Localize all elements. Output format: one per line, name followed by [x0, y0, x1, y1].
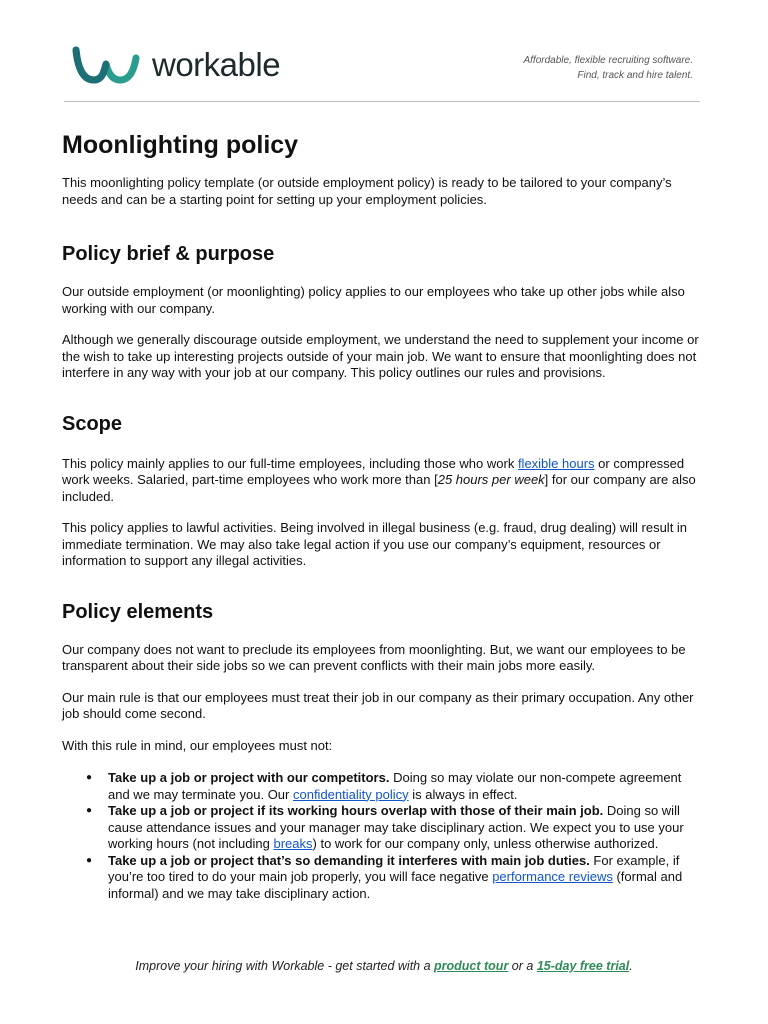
scope-text-2: or compressed work weeks. Salaried, part-time employees who work more than [ — [62, 455, 685, 487]
elements-paragraph-1: Our company does not want to preclude its employees from moonlighting. But, we want our employees to be transparent about their side jobs so we can prevent conflicts with their main jobs more easily. — [62, 641, 686, 673]
free-trial-link[interactable]: 15-day free trial — [536, 959, 630, 973]
scope-text-3: ] for our company are also included. — [62, 472, 696, 504]
product-tour-link[interactable]: product tour — [434, 959, 509, 973]
elements-paragraph-2: Our main rule is that our employees must treat their job in our company as their primary occupation. Any other job should come second. — [62, 689, 694, 721]
footer-cta — [0, 959, 768, 973]
rule-2-bold: Take up a job or project if its working hours overlap with those of their main job. — [108, 803, 604, 818]
list-item — [108, 770, 702, 803]
rule-3-text: For example, if you’re too tired to do your main job properly, you will face negative — [108, 852, 680, 884]
tagline-line-2: Find, track and hire talent. — [577, 70, 693, 81]
footer-text-2: or a — [508, 959, 537, 973]
document-body — [62, 128, 702, 902]
rule-2-text: Doing so will cause attendance issues and your manager may take disciplinary action. We expect you to use your working hours (not including — [108, 803, 684, 851]
confidentiality-policy-link[interactable]: confidentiality policy — [292, 786, 409, 802]
performance-reviews-link[interactable]: performance reviews — [492, 869, 613, 884]
footer-text-3: . — [629, 959, 633, 973]
section-heading-elements: Policy elements — [62, 600, 214, 623]
rule-1-bold: Take up a job or project with our competitors. — [108, 770, 390, 785]
rule-3-text-end: (formal and informal) and we may take disciplinary action. — [108, 869, 683, 901]
rule-3-bold: Take up a job or project that’s so demanding it interferes with main job duties. — [108, 852, 590, 868]
header-divider — [64, 101, 700, 102]
tagline-line-1: Affordable, flexible recruiting software. — [523, 55, 693, 66]
footer-text-1: Improve your hiring with Workable - get started with a — [135, 959, 435, 973]
section-heading-brief: Policy brief & purpose — [62, 243, 275, 265]
section-heading-scope: Scope — [62, 412, 123, 435]
brief-paragraph-1: Our outside employment (or moonlighting) policy applies to our employees who take up other jobs while also working with our company. — [62, 284, 685, 316]
scope-text-1: This policy mainly applies to our full-time employees, including those who work — [62, 455, 518, 471]
scope-emphasis: 25 hours per week — [437, 472, 545, 487]
list-item — [108, 803, 702, 853]
header-tagline — [523, 53, 693, 83]
intro-paragraph: This moonlighting policy template (or outside employment policy) is ready to be tailored to your company’s needs and can be a starting point for setting up your employment policies. — [62, 175, 672, 207]
logo-wordmark: workable — [152, 46, 281, 83]
workable-logo-icon — [72, 44, 140, 86]
brief-paragraph-2: Although we generally discourage outside employment, we understand the need to supplement your income or the wish to take up interesting projects outside of your main job. We want to ensure that moonlighting does not interfere in any way with your job at our company. This policy outlines our rules and provisions. — [62, 332, 699, 380]
rules-list — [62, 770, 702, 902]
breaks-link[interactable]: breaks — [273, 836, 313, 851]
flexible-hours-link[interactable]: flexible hours — [517, 455, 595, 471]
rule-1-text-end: is always in effect. — [408, 786, 518, 802]
list-item — [108, 853, 702, 903]
rule-2-text-end: ) to work for our company only, unless otherwise authorized. — [312, 836, 659, 851]
page-title: Moonlighting policy — [62, 131, 299, 159]
scope-paragraph-1 — [62, 456, 702, 506]
elements-paragraph-3: With this rule in mind, our employees must not: — [62, 737, 333, 753]
scope-paragraph-2: This policy applies to lawful activities. Being involved in illegal business (e.g. fraud, drug dealing) will result in immediate termination. We may also take legal action if you use our company’s equipment, resources or information to support any illegal activities. — [62, 520, 688, 568]
rule-1-text: Doing so may violate our non-compete agreement and we may terminate you. Our — [108, 770, 682, 802]
workable-logo — [72, 44, 284, 86]
